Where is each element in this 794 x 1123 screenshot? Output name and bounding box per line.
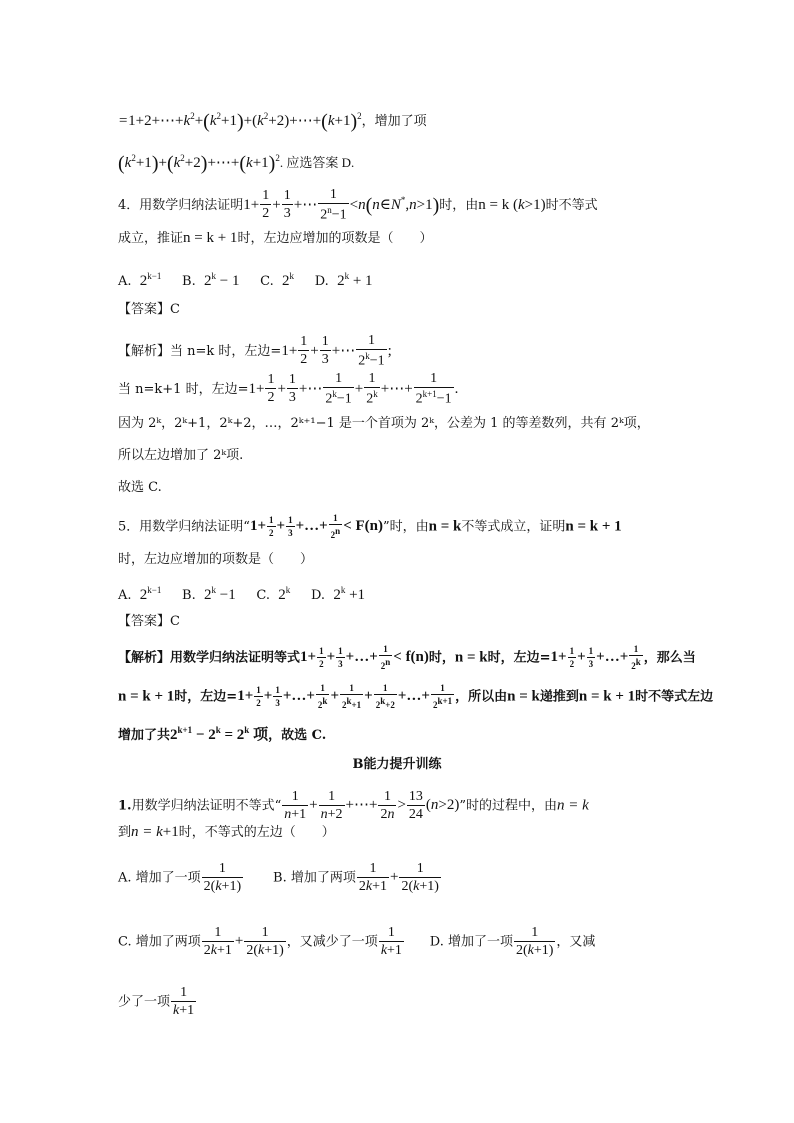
b1-option-d-line2: 少了一项 — [118, 994, 171, 1010]
q5-stem-line-2: 时，左边应增加的项数是（ ） — [118, 552, 314, 567]
b1-stem-a: 用数学归纳法证明不等式“ — [131, 798, 282, 814]
q4-analysis-label: 【解析】 — [118, 343, 171, 359]
q4-stem-a: 用数学归纳法证明 — [139, 197, 244, 213]
q4-stem-c: 时不等式 — [545, 197, 598, 213]
b1-stem-line2b: 时，不等式的左边（ ） — [178, 825, 335, 840]
q4-analysis-2: 当 n=k+1 时，左边= — [118, 381, 249, 397]
q5-analysis-3a: 增加了共 — [118, 728, 171, 743]
q4-stem-line2: 成立，推证 — [118, 231, 184, 246]
b1-options-cd: C. 增加了两项 $\frac{1}{2k+1}$ + $\frac{1}{2(k+1)}$ ，又减少了一项 $\frac{1}{k+1}$ D. 增加了一项 $\frac{1}{2(k+1)}$ ，又减 — [118, 925, 596, 958]
q4-stem-line-2: 成立，推证n = k + 1时，左边应增加的项数是（ ） — [118, 230, 433, 246]
q4-analysis-line-1: 【解析】当 n=k 时，左边=1+ $\frac{1}{2}$ + $\frac{1}{3}$ +⋯ $\frac{1}{2^k-1}$ ; — [118, 333, 392, 369]
b1-stem-line-2: 到n = k+1时，不等式的左边（ ） — [118, 824, 335, 840]
b1-option-d: D. 增加了一项 — [429, 934, 513, 950]
q5-analysis-1d: ，那么当 — [643, 650, 696, 666]
q5-option-d-label: D. — [310, 588, 326, 603]
q4-analysis-1: 当 n=k 时，左边= — [170, 343, 282, 359]
q5-analysis-2b: ，所以由 — [455, 689, 508, 705]
q4-stem-line2b: 时，左边应增加的项数是（ ） — [237, 231, 433, 246]
q5-option-c-label: C. — [256, 588, 271, 603]
q4-option-b-label: B. — [182, 274, 196, 289]
q5-analysis-line-1: 【解析】用数学归纳法证明等式1+ $\frac{1}{2}$ + $\frac{1}{3}$ +…+ $\frac{1}{2n}$ < f(n)时，n = k时，左边=1+ $\frac{1}{2}$ + $\frac{1}{3}$ +…+ $\frac{1}{2k}$ ，那么当 — [118, 644, 696, 671]
q4-answer: 【答案】C — [118, 302, 180, 317]
prev-solution-line-1: $=1+2+\cdots+k^2+(k^2+1)+(k^2+2)+\cdots+(k+1)^2$，增加了项 — [118, 110, 427, 133]
prev-solution-text-2: . 应选答案 D. — [279, 155, 355, 170]
q5-stem-c: 不等式成立，证明 — [461, 519, 566, 535]
b1-option-c2: ，又减少了一项 — [286, 934, 378, 950]
q5-option-a-label: A. — [118, 588, 132, 603]
b1-stem-b: ”时的过程中，由 — [459, 798, 558, 814]
prev-solution-text-1: ，增加了项 — [361, 113, 427, 128]
b1-number: 1. — [118, 798, 132, 814]
q5-options: A. $2^{k-1}$ B. $2^k -1$ C. 2$^k$ D. $2^k +1$ — [118, 585, 366, 603]
q4-options: A. $2^{k-1}$ B. $2^k - 1$ C. 2$^k$ D. $2^k + 1$ — [118, 271, 373, 289]
b1-stem-line-1: 1.用数学归纳法证明不等式“ $\frac{1}{n+1}$ + $\frac{1}{n+2}$ +⋯+ $\frac{1}{2n}$ > $\frac{13}{24}$ (n>2)”时的过程中，由n = k — [118, 789, 589, 822]
q4-option-a-label: A. — [118, 274, 132, 289]
q4-option-c-label: C. — [260, 274, 274, 289]
q5-option-b-label: B. — [182, 588, 196, 603]
q5-analysis-1b: 时， — [428, 650, 455, 666]
q5-answer: 【答案】C — [118, 614, 180, 629]
q5-analysis-line-2: n = k + 1时，左边=1+ $\frac{1}{2}$ + $\frac{1}{3}$ +…+ $\frac{1}{2k}$ + $\frac{1}{2k+1}$ + $\frac{1}{2k+2}$ +…+ $\frac{1}{2k+1}$ ，所以由n = k递推到n = k + 1时不等式左边 — [118, 683, 714, 710]
q5-analysis-1c: 时，左边= — [487, 650, 551, 666]
q4-analysis-line-4: 所以左边增加了 2ᵏ项. — [118, 448, 244, 463]
q5-stem-a: 用数学归纳法证明“ — [139, 519, 250, 535]
b1-options-ab: A. 增加了一项 $\frac{1}{2(k+1)}$ B. 增加了两项 $\frac{1}{2k+1}$ + $\frac{1}{2(k+1)}$ — [118, 861, 439, 894]
q4-analysis-line-3: 因为 2ᵏ，2ᵏ+1，2ᵏ+2，…，2ᵏ⁺¹−1 是一个首项为 2ᵏ，公差为 1 的等差数列，共有 2ᵏ项， — [118, 416, 650, 431]
b1-option-a: A. 增加了一项 — [118, 870, 201, 886]
q5-analysis-2a: 时，左边= — [174, 689, 238, 705]
q5-analysis-1a: 【解析】用数学归纳法证明等式 — [118, 650, 301, 666]
prev-solution-line-2: $(k^2+1)+(k^2+2)+\cdots+(k+1)^2$. 应选答案 D. — [118, 152, 355, 175]
q5-stem-b: ”时，由 — [382, 519, 429, 535]
q5-number: 5． — [118, 519, 140, 535]
q4-stem-b: 时，由 — [439, 197, 479, 213]
b1-option-d-line-2: 少了一项 $\frac{1}{k+1}$ — [118, 985, 195, 1018]
q4-analysis-line-2: 当 n=k+1 时，左边=1+ $\frac{1}{2}$ + $\frac{1}{3}$ +⋯ $\frac{1}{2^k-1}$ + $\frac{1}{2^k}$ +⋯+ $\frac{1}{2^{k+1}-1}$ . — [118, 371, 459, 407]
b1-option-c: C. 增加了两项 — [118, 934, 201, 950]
q4-option-d-label: D. — [314, 274, 329, 289]
b1-option-d2: ，又减 — [556, 934, 596, 950]
q5-analysis-line-3: 增加了共$2^{k+1} - 2^k = 2^k$ 项，故选 C. — [118, 725, 327, 743]
q4-number: 4． — [118, 197, 140, 213]
q4-analysis-line-5: 故选 C. — [118, 480, 162, 495]
q4-stem-line-1: 4．用数学归纳法证明1+ $\frac{1}{2}$ + $\frac{1}{3}$ +⋯ $\frac{1}{2^n-1}$ <n(n∈N*,n>1)时，由n = k (k>1)时不等式 — [118, 187, 598, 223]
b1-stem-line2a: 到 — [118, 825, 132, 840]
q5-analysis-2c: 递推到 — [539, 689, 579, 705]
q5-analysis-3b: ，故选 C. — [268, 728, 327, 743]
b1-option-b: B. 增加了两项 — [273, 870, 356, 886]
section-title: B能力提升训练 — [352, 757, 442, 772]
q5-analysis-2d: 时不等式左边 — [635, 689, 714, 705]
q5-stem-line-1: 5．用数学归纳法证明“1+ $\frac{1}{2}$ + $\frac{1}{3}$ +…+ $\frac{1}{2n}$ < F(n)”时，由n = k不等式成立，证明n = k + 1 — [118, 513, 622, 540]
